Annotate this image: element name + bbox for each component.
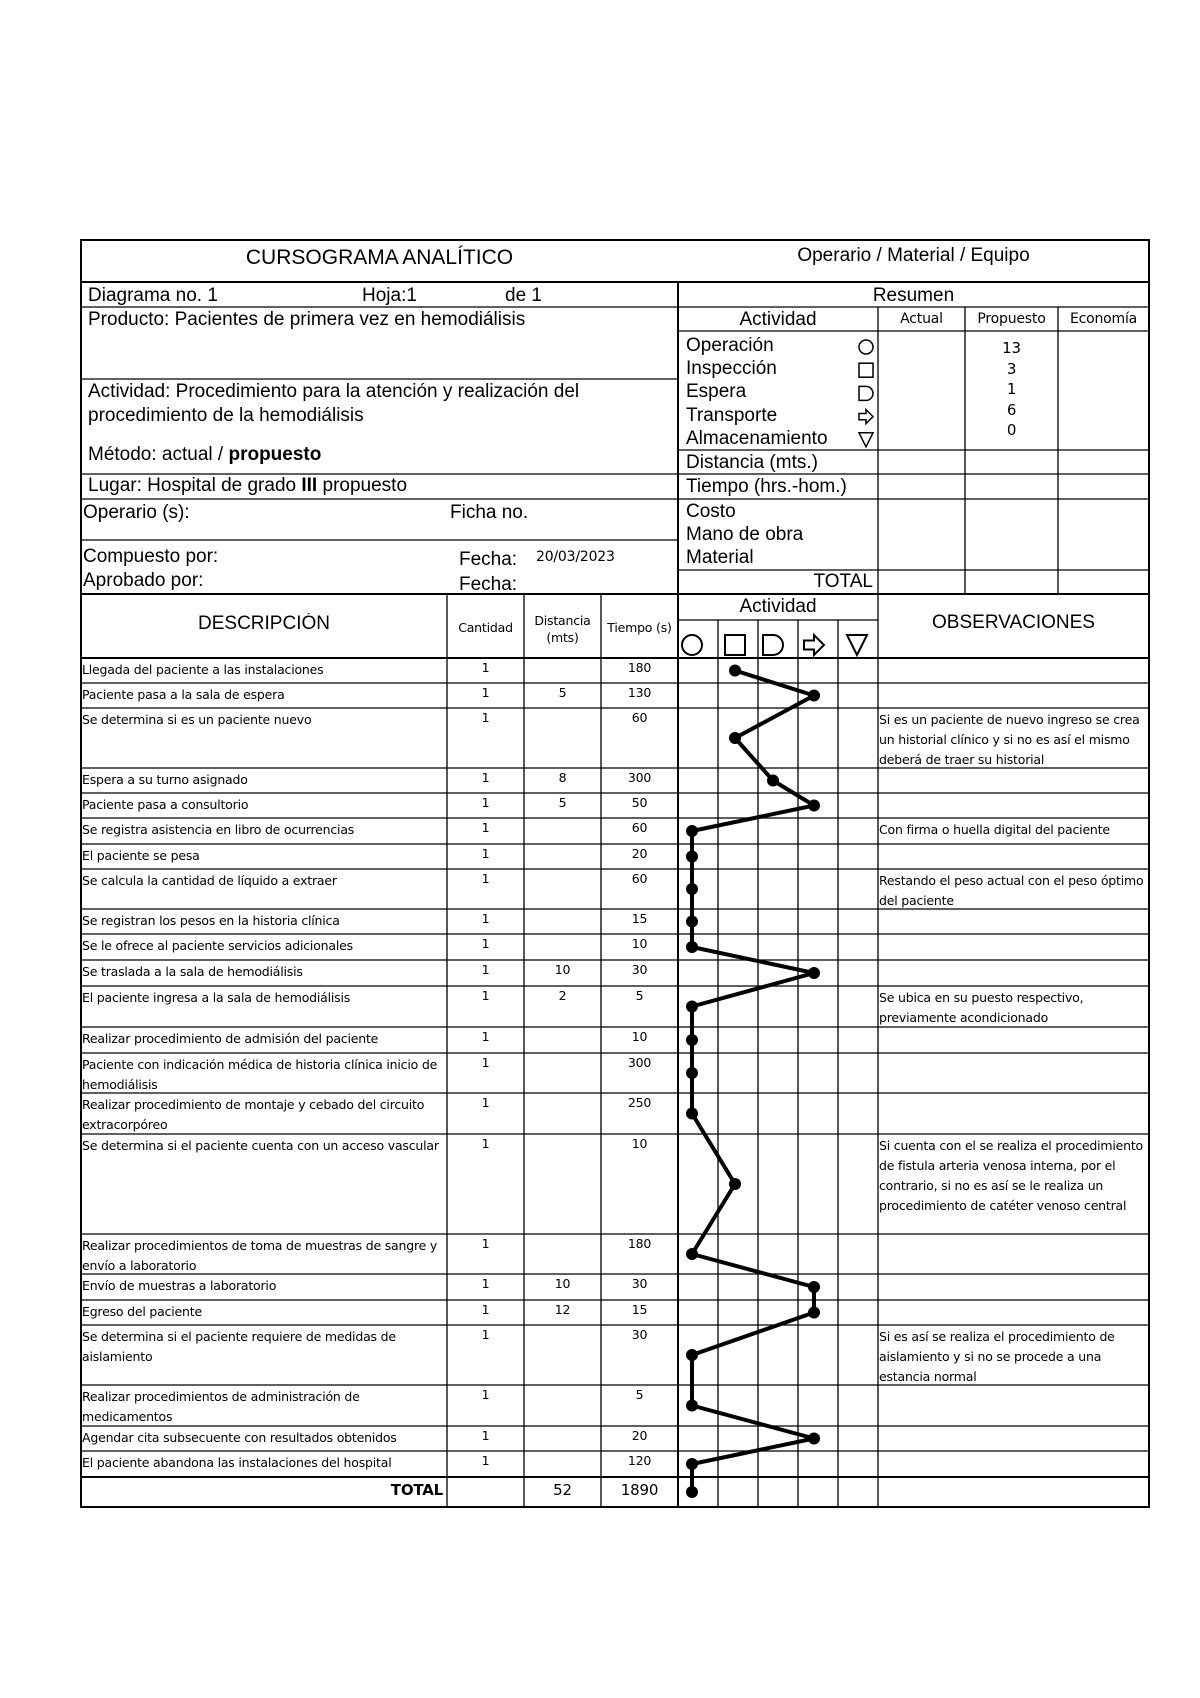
row-dist-11: 2 bbox=[558, 988, 567, 1003]
row-desc-13: Paciente con indicación médica de historia clínica inicio de hemodiálisis bbox=[82, 1057, 438, 1092]
row-qty-5: 1 bbox=[481, 820, 490, 835]
fecha-label: Fecha: bbox=[459, 549, 518, 570]
row-dist-13 bbox=[524, 1055, 601, 1075]
row-dist-21 bbox=[524, 1428, 601, 1448]
row-obs-22 bbox=[879, 1453, 1148, 1477]
row-dist-18: 12 bbox=[554, 1302, 571, 1317]
flow-point-14 bbox=[686, 1108, 698, 1120]
diagrama-number: Diagrama no. 1 bbox=[88, 285, 218, 306]
row-time-20: 5 bbox=[635, 1387, 644, 1402]
row-time-14: 250 bbox=[627, 1095, 652, 1110]
summary-activity-3: Transporte bbox=[686, 404, 778, 426]
row-qty-15: 1 bbox=[481, 1136, 490, 1151]
row-desc-14: Realizar procedimiento de montaje y cebado del circuito extracorpóreo bbox=[82, 1097, 425, 1132]
row-dist-7 bbox=[524, 871, 601, 891]
row-obs-5: Con firma o huella digital del paciente bbox=[879, 822, 1110, 837]
row-desc-6: El paciente se pesa bbox=[82, 848, 200, 863]
row-desc-21: Agendar cita subsecuente con resultados obtenidos bbox=[82, 1430, 397, 1445]
row-qty-16: 1 bbox=[481, 1236, 490, 1251]
row-obs-7: Restando el peso actual con el peso óptimo del paciente bbox=[879, 873, 1144, 908]
row-desc-7: Se calcula la cantidad de líquido a extraer bbox=[82, 873, 337, 888]
row-qty-17: 1 bbox=[481, 1276, 490, 1291]
row-qty-22: 1 bbox=[481, 1453, 490, 1468]
header-square-icon bbox=[725, 635, 745, 655]
row-qty-0: 1 bbox=[481, 660, 490, 675]
row-qty-13: 1 bbox=[481, 1055, 490, 1070]
row-time-11: 5 bbox=[635, 988, 644, 1003]
row-qty-11: 1 bbox=[481, 988, 490, 1003]
row-obs-8 bbox=[879, 911, 1148, 934]
row-obs-16 bbox=[879, 1236, 1148, 1274]
lugar-label bbox=[88, 475, 668, 499]
flow-point-4 bbox=[808, 800, 820, 812]
row-time-1: 130 bbox=[627, 685, 652, 700]
row-obs-18 bbox=[879, 1302, 1148, 1325]
flow-point-10 bbox=[808, 967, 820, 979]
row-time-7: 60 bbox=[631, 871, 648, 886]
tiempo-label: Tiempo (hrs.-hom.) bbox=[686, 476, 847, 497]
row-qty-7: 1 bbox=[481, 871, 490, 886]
summary-col-economia: Economía bbox=[1069, 311, 1138, 327]
row-qty-20: 1 bbox=[481, 1387, 490, 1402]
flow-point-15 bbox=[729, 1178, 741, 1190]
flow-point-22 bbox=[686, 1458, 698, 1470]
row-dist-17: 10 bbox=[554, 1276, 571, 1291]
flow-point-1 bbox=[808, 690, 820, 702]
actividad-header: Actividad bbox=[739, 309, 817, 330]
summary-proposed-3: 6 bbox=[1006, 400, 1017, 419]
row-desc-19: Se determina si el paciente requiere de medidas de aislamiento bbox=[82, 1329, 396, 1364]
row-dist-2 bbox=[524, 710, 601, 730]
summary-total-label: TOTAL bbox=[813, 571, 873, 592]
row-desc-5: Se registra asistencia en libro de ocurrencias bbox=[82, 822, 355, 837]
flow-line bbox=[692, 671, 814, 1493]
row-desc-2: Se determina si es un paciente nuevo bbox=[82, 712, 312, 727]
row-obs-20 bbox=[879, 1387, 1148, 1426]
row-obs-17 bbox=[879, 1276, 1148, 1300]
row-time-3: 300 bbox=[627, 770, 652, 785]
flow-point-8 bbox=[686, 916, 698, 928]
compuesto-label: Compuesto por: bbox=[83, 546, 219, 567]
col-observaciones: OBSERVACIONES bbox=[932, 612, 1095, 633]
lugar-part-2: propuesto bbox=[317, 475, 408, 496]
row-time-13: 300 bbox=[627, 1055, 652, 1070]
row-obs-11: Se ubica en su puesto respectivo, previamente acondicionado bbox=[879, 990, 1084, 1025]
row-obs-0 bbox=[879, 660, 1148, 683]
summary-col-actual: Actual bbox=[900, 311, 943, 327]
row-obs-15: Si cuenta con el se realiza el procedimiento de fistula arteria venosa interna, por el contrario, si no es así se le realiza un procedimiento de catéter venoso central bbox=[879, 1138, 1143, 1213]
row-obs-10 bbox=[879, 962, 1148, 986]
col-tiempo: Tiempo (s) bbox=[607, 620, 672, 635]
row-dist-10: 10 bbox=[554, 962, 571, 977]
row-qty-9: 1 bbox=[481, 936, 490, 951]
row-dist-8 bbox=[524, 911, 601, 931]
costo-label: Costo bbox=[686, 501, 736, 522]
row-time-2: 60 bbox=[631, 710, 648, 725]
row-desc-1: Paciente pasa a la sala de espera bbox=[82, 687, 285, 702]
row-qty-10: 1 bbox=[481, 962, 490, 977]
row-dist-6 bbox=[524, 846, 601, 866]
operario-label: Operario (s): bbox=[83, 502, 190, 523]
col-actividad: Actividad bbox=[739, 596, 817, 617]
row-desc-0: Llegada del paciente a las instalaciones bbox=[82, 662, 324, 677]
row-desc-10: Se traslada a la sala de hemodiálisis bbox=[82, 964, 303, 979]
col-cantidad: Cantidad bbox=[458, 620, 513, 635]
row-desc-16: Realizar procedimientos de toma de muestras de sangre y envío a laboratorio bbox=[82, 1238, 438, 1273]
fecha-value: 20/03/2023 bbox=[536, 549, 615, 565]
total-dist: 52 bbox=[553, 1481, 572, 1499]
flow-point-20 bbox=[686, 1400, 698, 1412]
row-desc-20: Realizar procedimientos de administración de medicamentos bbox=[82, 1389, 360, 1424]
resumen-title: Resumen bbox=[872, 285, 955, 306]
row-obs-19: Si es así se realiza el procedimiento de aislamiento y si no se procede a una estancia normal bbox=[879, 1329, 1115, 1384]
lugar-part-0: Lugar: Hospital de grado bbox=[88, 475, 302, 496]
col-descripcion: DESCRIPCIÓN bbox=[198, 613, 330, 634]
row-obs-9 bbox=[879, 936, 1148, 960]
row-qty-4: 1 bbox=[481, 795, 490, 810]
actividad-label: Actividad: Procedimiento para la atención y realización del procedimiento de la hemodiálisis bbox=[88, 381, 580, 426]
flow-point-13 bbox=[686, 1067, 698, 1079]
material-label: Material bbox=[686, 547, 754, 568]
row-desc-22: El paciente abandona las instalaciones del hospital bbox=[82, 1455, 392, 1470]
row-time-0: 180 bbox=[627, 660, 652, 675]
row-obs-3 bbox=[879, 770, 1148, 793]
flow-point-0 bbox=[729, 665, 741, 677]
flow-point-23 bbox=[686, 1486, 698, 1498]
row-desc-12: Realizar procedimiento de admisión del paciente bbox=[82, 1031, 379, 1046]
row-dist-14 bbox=[524, 1095, 601, 1115]
row-dist-4: 5 bbox=[558, 795, 567, 810]
flow-point-16 bbox=[686, 1248, 698, 1260]
row-dist-20 bbox=[524, 1387, 601, 1407]
flow-point-11 bbox=[686, 1001, 698, 1013]
row-dist-1: 5 bbox=[558, 685, 567, 700]
col-distancia: Distancia (mts) bbox=[534, 613, 591, 645]
row-obs-4 bbox=[879, 795, 1148, 818]
header-d-shape-icon bbox=[763, 635, 783, 655]
row-time-17: 30 bbox=[631, 1276, 648, 1291]
flow-point-9 bbox=[686, 941, 698, 953]
summary-proposed-1: 3 bbox=[1006, 359, 1017, 378]
row-qty-6: 1 bbox=[481, 846, 490, 861]
row-time-10: 30 bbox=[631, 962, 648, 977]
row-obs-14 bbox=[879, 1095, 1148, 1134]
summary-proposed-4: 0 bbox=[1006, 421, 1017, 439]
row-qty-12: 1 bbox=[481, 1029, 490, 1044]
row-obs-2: Si es un paciente de nuevo ingreso se crea un historial clínico y si no es así el mismo deberá de traer su historial bbox=[879, 712, 1140, 767]
flow-point-7 bbox=[686, 883, 698, 895]
summary-activity-1: Inspección bbox=[686, 358, 777, 380]
row-qty-2: 1 bbox=[481, 710, 490, 725]
flow-point-21 bbox=[808, 1433, 820, 1445]
row-dist-5 bbox=[524, 820, 601, 840]
row-time-16: 180 bbox=[627, 1236, 652, 1251]
row-qty-14: 1 bbox=[481, 1095, 490, 1110]
metodo-prefix: Método: actual / bbox=[88, 444, 229, 465]
row-dist-3: 8 bbox=[558, 770, 567, 785]
flow-point-19 bbox=[686, 1349, 698, 1361]
row-desc-3: Espera a su turno asignado bbox=[82, 772, 248, 787]
summary-proposed-2: 1 bbox=[1006, 380, 1017, 398]
row-dist-16 bbox=[524, 1236, 601, 1256]
total-time: 1890 bbox=[620, 1481, 659, 1499]
row-qty-3: 1 bbox=[481, 770, 490, 785]
hoja-total: de 1 bbox=[505, 285, 542, 306]
row-time-5: 60 bbox=[631, 820, 648, 835]
summary-activity-4: Almacenamiento bbox=[686, 427, 828, 449]
row-time-21: 20 bbox=[631, 1428, 648, 1443]
row-qty-8: 1 bbox=[481, 911, 490, 926]
row-dist-12 bbox=[524, 1029, 601, 1049]
flow-point-12 bbox=[686, 1034, 698, 1046]
row-obs-12 bbox=[879, 1029, 1148, 1053]
row-dist-0 bbox=[524, 660, 601, 680]
aprobado-label: Aprobado por: bbox=[83, 570, 204, 591]
row-desc-8: Se registran los pesos en la historia clínica bbox=[82, 913, 340, 928]
row-time-18: 15 bbox=[631, 1302, 648, 1317]
flow-point-18 bbox=[808, 1307, 820, 1319]
row-dist-15 bbox=[524, 1136, 601, 1156]
mano-obra-label: Mano de obra bbox=[686, 524, 804, 545]
hoja-number: Hoja:1 bbox=[362, 285, 417, 306]
row-qty-1: 1 bbox=[481, 685, 490, 700]
row-obs-13 bbox=[879, 1055, 1148, 1093]
header-triangle-icon bbox=[847, 635, 867, 655]
row-dist-22 bbox=[524, 1453, 601, 1473]
row-time-6: 20 bbox=[631, 846, 648, 861]
row-time-15: 10 bbox=[631, 1136, 648, 1151]
header-arrow-icon bbox=[804, 635, 824, 655]
ficha-label: Ficha no. bbox=[450, 502, 529, 523]
row-dist-19 bbox=[524, 1327, 601, 1347]
summary-proposed-0: 13 bbox=[1002, 339, 1021, 357]
row-time-4: 50 bbox=[631, 795, 648, 810]
row-desc-4: Paciente pasa a consultorio bbox=[82, 797, 249, 812]
distancia-label: Distancia (mts.) bbox=[686, 452, 818, 473]
summary-activity-0: Operación bbox=[686, 335, 774, 356]
flow-point-2 bbox=[729, 732, 741, 744]
flow-point-17 bbox=[808, 1281, 820, 1293]
row-obs-21 bbox=[879, 1428, 1148, 1451]
header-circle-icon bbox=[682, 635, 702, 655]
producto-label: Producto: Pacientes de primera vez en hemodiálisis bbox=[88, 309, 526, 330]
fecha2-label: Fecha: bbox=[459, 574, 518, 595]
row-qty-19: 1 bbox=[481, 1327, 490, 1342]
row-time-8: 15 bbox=[631, 911, 648, 926]
flow-point-3 bbox=[767, 775, 779, 787]
row-obs-6 bbox=[879, 846, 1148, 869]
row-desc-18: Egreso del paciente bbox=[82, 1304, 202, 1319]
flow-point-5 bbox=[686, 825, 698, 837]
row-dist-9 bbox=[524, 936, 601, 956]
total-label: TOTAL bbox=[390, 1481, 443, 1499]
row-qty-21: 1 bbox=[481, 1428, 490, 1443]
row-obs-1 bbox=[879, 685, 1148, 708]
metodo-selected: propuesto bbox=[228, 444, 322, 465]
subject-label: Operario / Material / Equipo bbox=[797, 245, 1030, 266]
row-time-9: 10 bbox=[631, 936, 648, 951]
metodo-label bbox=[88, 444, 648, 469]
summary-activity-2: Espera bbox=[686, 381, 747, 403]
row-desc-17: Envío de muestras a laboratorio bbox=[82, 1278, 277, 1293]
row-qty-18: 1 bbox=[481, 1302, 490, 1317]
row-time-12: 10 bbox=[631, 1029, 648, 1044]
row-desc-11: El paciente ingresa a la sala de hemodiálisis bbox=[82, 990, 351, 1005]
page-title: CURSOGRAMA ANALÍTICO bbox=[245, 246, 514, 269]
row-desc-9: Se le ofrece al paciente servicios adicionales bbox=[82, 938, 353, 953]
lugar-part-1: III bbox=[301, 475, 318, 496]
row-time-19: 30 bbox=[631, 1327, 648, 1342]
summary-col-propuesto: Propuesto bbox=[977, 311, 1046, 327]
row-desc-15: Se determina si el paciente cuenta con un acceso vascular bbox=[82, 1138, 439, 1153]
row-time-22: 120 bbox=[627, 1453, 652, 1468]
flow-point-6 bbox=[686, 851, 698, 863]
